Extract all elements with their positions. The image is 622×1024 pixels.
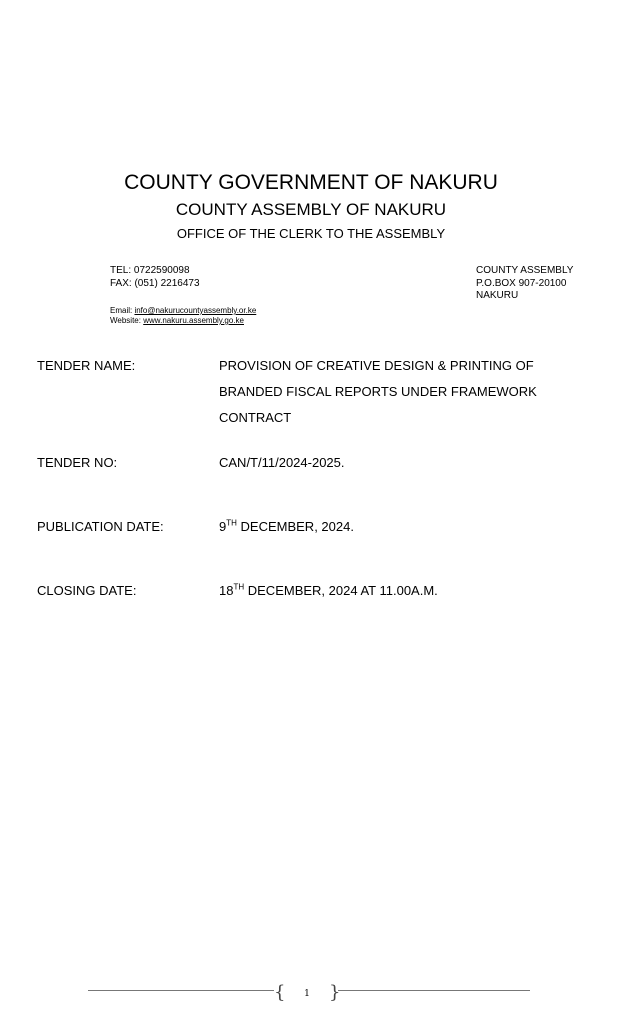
footer-rule-right xyxy=(338,990,530,991)
postal-address-block xyxy=(476,265,573,303)
email-line xyxy=(110,306,256,316)
address-line-2: P.O.BOX 907-20100 xyxy=(476,277,567,289)
closing-date-value xyxy=(219,578,579,604)
publication-day: 9 xyxy=(219,519,227,534)
address-line-3: NAKURU xyxy=(476,290,519,301)
email-link[interactable]: info@nakurucountyassembly.or.ke xyxy=(134,306,257,315)
county-assembly-title: COUNTY ASSEMBLY OF NAKURU xyxy=(175,200,447,219)
publication-date-label: PUBLICATION DATE: xyxy=(37,519,164,534)
tender-name-line-2: BRANDED FISCAL REPORTS UNDER FRAMEWORK xyxy=(219,384,537,399)
footer-rule-left xyxy=(88,990,274,991)
website-link[interactable]: www.nakuru.assembly.go.ke xyxy=(143,316,244,325)
footer-bracket-right: } xyxy=(329,982,341,1003)
county-government-title: COUNTY GOVERNMENT OF NAKURU xyxy=(124,171,498,194)
telephone: TEL: 0722590098 xyxy=(110,265,190,276)
tender-number-value: CAN/T/11/2024-2025. xyxy=(219,455,345,470)
tender-name-value xyxy=(219,353,579,431)
closing-day: 18 xyxy=(219,583,234,598)
closing-date-rest: DECEMBER, 2024 AT 11.00A.M. xyxy=(244,583,438,598)
online-contact-block xyxy=(110,306,256,326)
website-line xyxy=(110,316,256,326)
fax: FAX: (051) 2216473 xyxy=(110,277,200,289)
publication-date-value xyxy=(219,514,579,540)
tender-name-line-3: CONTRACT xyxy=(219,410,292,425)
publication-date-rest: DECEMBER, 2024. xyxy=(236,519,354,534)
office-title: OFFICE OF THE CLERK TO THE ASSEMBLY xyxy=(176,226,446,241)
closing-day-suffix: TH xyxy=(233,582,245,592)
closing-date-label: CLOSING DATE: xyxy=(37,583,137,598)
tender-name-label: TENDER NAME: xyxy=(37,358,136,373)
address-line-1: COUNTY ASSEMBLY xyxy=(476,265,574,276)
tender-name-line-1: PROVISION OF CREATIVE DESIGN & PRINTING OF xyxy=(219,358,534,373)
footer-bracket-left: { xyxy=(274,982,286,1003)
contact-phone-block xyxy=(110,265,200,290)
page-number: 1 xyxy=(304,989,310,999)
website-label: Website: xyxy=(110,316,144,325)
email-label: Email: xyxy=(110,306,135,315)
tender-number-label: TENDER NO: xyxy=(37,455,118,470)
publication-day-suffix: TH xyxy=(226,518,237,528)
